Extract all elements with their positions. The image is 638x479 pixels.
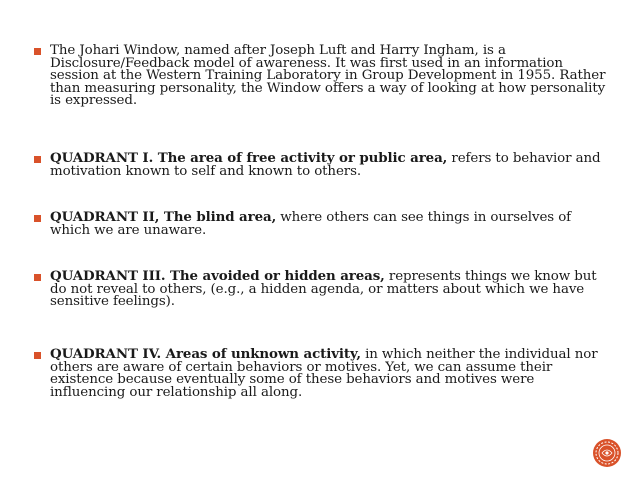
bullet-text (50, 211, 609, 237)
bullet-lead: QUADRANT IV. Areas of unknown activity, (50, 346, 361, 362)
bullet-body: represents things we know but do not reveal to others, (e.g., a hidden agenda, or matters about which we have sensitive feelings). (50, 269, 597, 309)
bullet-square-icon (34, 48, 41, 55)
bullet-item (34, 211, 609, 237)
bullet-body: where others can see things in ourselves of which we are unaware. (50, 210, 572, 238)
bullet-square-icon (34, 274, 41, 281)
bullet-lead: QUADRANT II, The blind area, (50, 209, 277, 225)
bullet-item (34, 348, 609, 399)
bullet-item (34, 270, 609, 309)
bullet-square-icon (34, 156, 41, 163)
bullet-lead: QUADRANT III. The avoided or hidden areas, (50, 268, 385, 284)
bullet-item (34, 152, 609, 178)
bullet-text (50, 152, 609, 178)
bullet-square-icon (34, 215, 41, 222)
bullet-body: in which neither the individual nor others are aware of certain behaviors or motives. Yet, we can assume their existence because eventually some of these behaviors and motives were influencing our relationship all along. (50, 347, 598, 400)
bullet-text (50, 348, 609, 399)
bullet-text (50, 44, 609, 108)
circular-seal-logo-icon (592, 438, 622, 468)
bullet-square-icon (34, 352, 41, 359)
bullet-body: refers to behavior and motivation known to self and known to others. (50, 151, 601, 179)
bullet-item (34, 44, 609, 108)
bullet-body: The Johari Window, named after Joseph Luft and Harry Ingham, is a Disclosure/Feedback model of awareness. It was first used in an information session at the Western Training Laboratory in Group Development in 1955. Rather than measuring personality, the Window offers a way of looking at how personality is expressed. (50, 43, 606, 108)
bullet-text (50, 270, 609, 309)
bullet-lead: QUADRANT I. The area of free activity or public area, (50, 150, 448, 166)
